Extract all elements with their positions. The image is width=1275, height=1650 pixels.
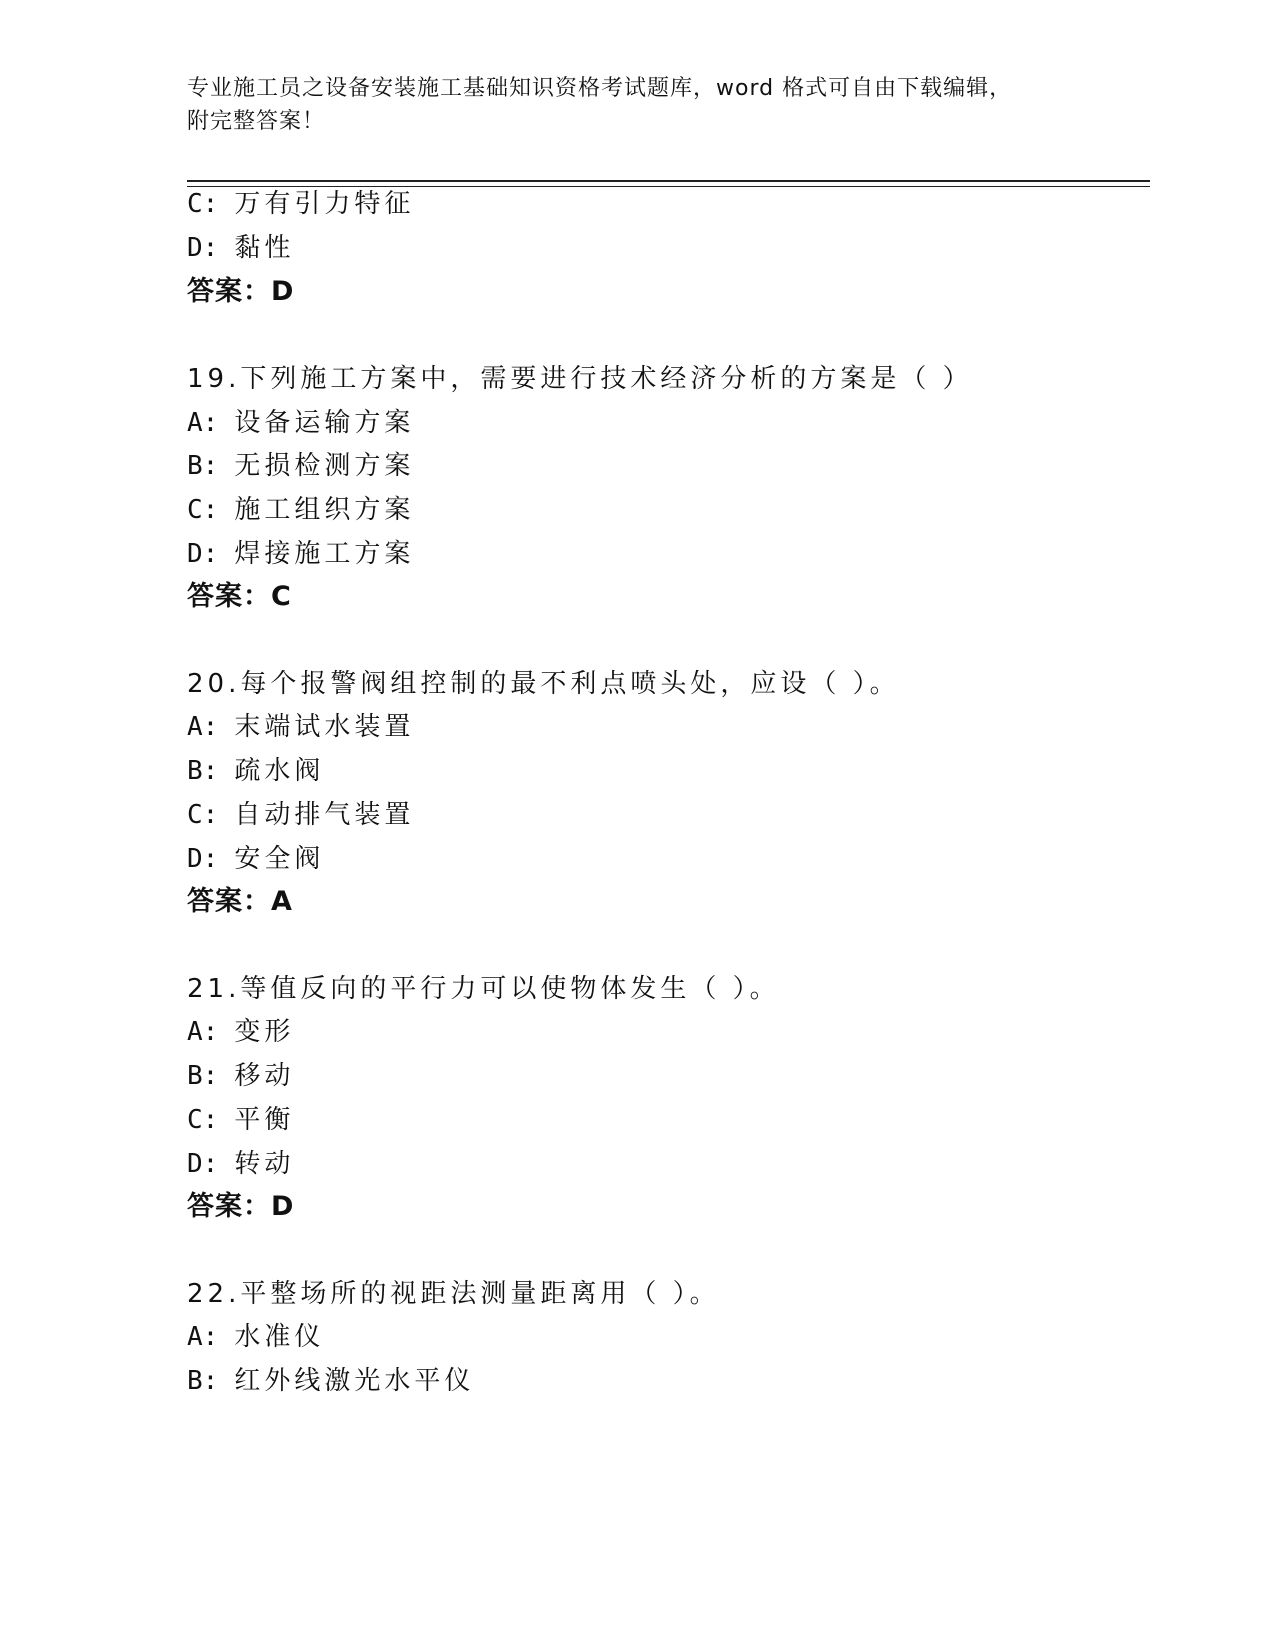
answer-option	[187, 1365, 474, 1397]
answer-option	[187, 188, 414, 220]
answer-option	[187, 1321, 324, 1353]
question-stem: 19.下列施工方案中，需要进行技术经济分析的方案是（ ）	[187, 364, 973, 394]
answer-option	[187, 755, 324, 787]
option-letter: D:	[187, 844, 219, 874]
option-letter: C:	[187, 800, 219, 830]
option-letter: B:	[187, 1061, 219, 1091]
header-line-2: 附完整答案！	[187, 109, 326, 134]
answer-option	[187, 1104, 294, 1136]
answer-option	[187, 232, 294, 264]
option-text: 自动排气装置	[234, 800, 415, 830]
option-text: 水准仪	[234, 1322, 325, 1352]
answer-line: 答案：D	[187, 276, 295, 307]
answer-option	[187, 538, 414, 570]
option-letter: D:	[187, 233, 219, 263]
option-letter: C:	[187, 189, 219, 219]
option-text: 施工组织方案	[234, 495, 415, 525]
document-header	[187, 72, 1087, 138]
option-letter: A:	[187, 1017, 219, 1047]
option-letter: D:	[187, 539, 219, 569]
question-stem: 21.等值反向的平行力可以使物体发生（ ）。	[187, 974, 780, 1004]
option-text: 焊接施工方案	[234, 539, 415, 569]
option-text: 平衡	[234, 1105, 295, 1135]
answer-option	[187, 1060, 294, 1092]
header-rule-thick	[187, 180, 1150, 182]
header-rule-thin	[187, 186, 1150, 187]
option-letter: A:	[187, 712, 219, 742]
option-text: 红外线激光水平仪	[234, 1366, 475, 1396]
option-letter: A:	[187, 1322, 219, 1352]
answer-line: 答案：C	[187, 581, 292, 612]
answer-line: 答案：A	[187, 886, 293, 917]
answer-option	[187, 407, 414, 439]
answer-option	[187, 1148, 294, 1180]
option-letter: D:	[187, 1149, 219, 1179]
answer-line: 答案：D	[187, 1191, 295, 1222]
answer-option	[187, 843, 324, 875]
option-letter: B:	[187, 1366, 219, 1396]
option-text: 安全阀	[234, 844, 325, 874]
option-text: 变形	[234, 1017, 295, 1047]
option-text: 无损检测方案	[234, 451, 415, 481]
header-line-1: 专业施工员之设备安装施工基础知识资格考试题库，word 格式可自由下载编辑，	[187, 76, 1013, 101]
question-stem: 20.每个报警阀组控制的最不利点喷头处，应设（ ）。	[187, 669, 900, 699]
question-stem: 22.平整场所的视距法测量距离用（ ）。	[187, 1279, 720, 1309]
option-letter: B:	[187, 756, 219, 786]
option-letter: A:	[187, 408, 219, 438]
option-text: 移动	[234, 1061, 295, 1091]
option-letter: B:	[187, 451, 219, 481]
option-letter: C:	[187, 1105, 219, 1135]
answer-option	[187, 799, 414, 831]
answer-option	[187, 450, 414, 482]
answer-option	[187, 711, 414, 743]
option-letter: C:	[187, 495, 219, 525]
option-text: 黏性	[234, 233, 295, 263]
option-text: 设备运输方案	[234, 408, 415, 438]
option-text: 万有引力特征	[234, 189, 415, 219]
answer-option	[187, 494, 414, 526]
answer-option	[187, 1016, 294, 1048]
option-text: 末端试水装置	[234, 712, 415, 742]
option-text: 转动	[234, 1149, 295, 1179]
option-text: 疏水阀	[234, 756, 325, 786]
